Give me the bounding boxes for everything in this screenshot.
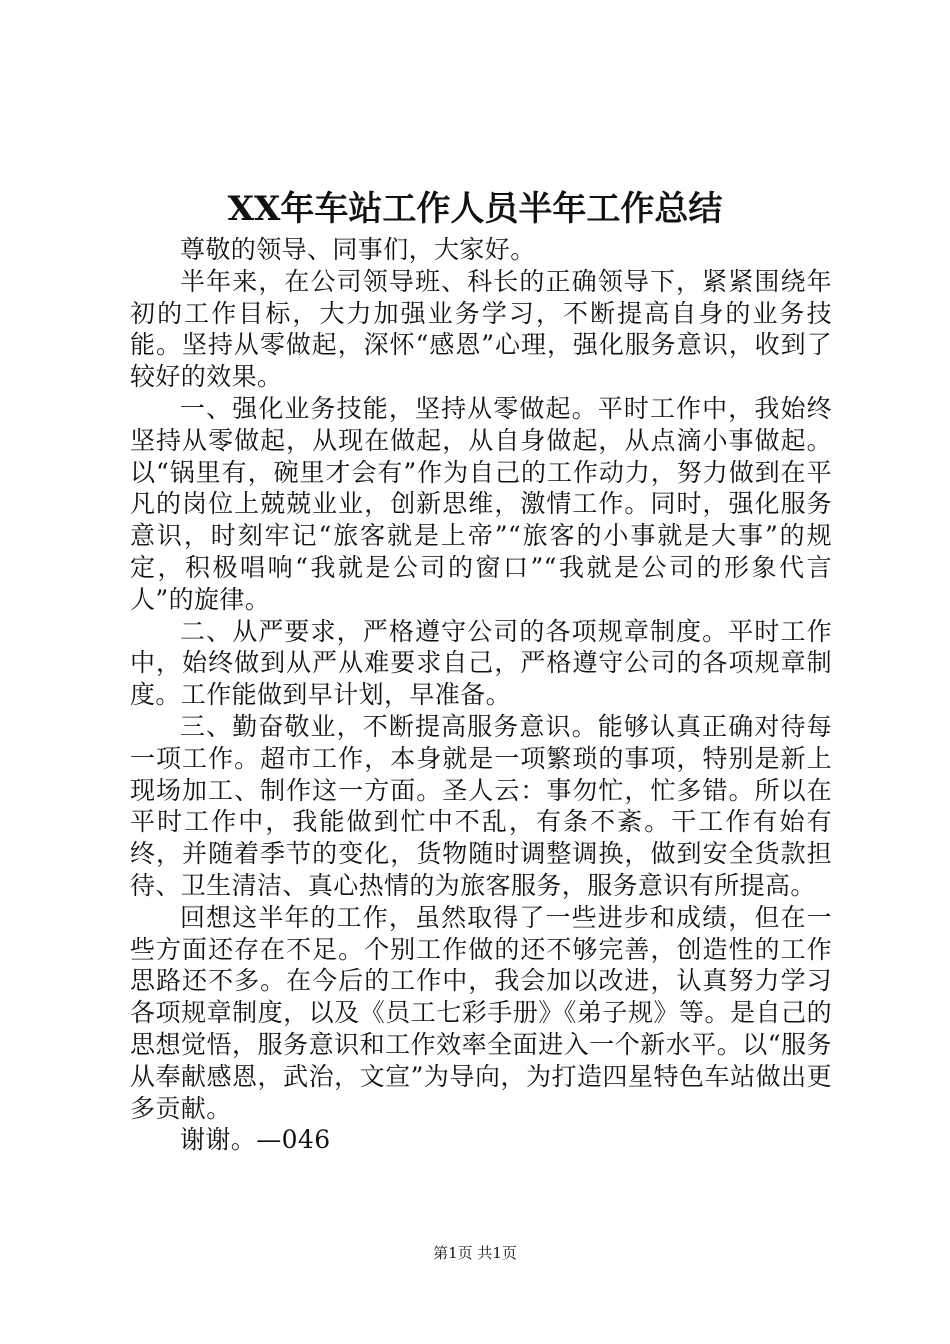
section-three-paragraph: 三、勤奋敬业，不断提高服务意识。能够认真正确对待每一项工作。超市工作，本身就是一项繁琐的事项，特别是新上现场加工、制作这一方面。圣人云：事勿忙，忙多错。所以在平时工作中，我能做到忙中不乱，有条不紊。干工作有始有终，并随着季节的变化，货物随时调整调换，做到安全货款担待、卫生清洁、真心热情的为旅客服务，服务意识有所提高。	[130, 711, 832, 900]
section-one-paragraph: 一、强化业务技能，坚持从零做起。平时工作中，我始终坚持从零做起，从现在做起，从自身做起，从点滴小事做起。以“锅里有，碗里才会有”作为自己的工作动力，努力做到在平凡的岗位上兢兢业业，创新思维，激情工作。同时，强化服务意识，时刻牢记“旅客就是上帝”“旅客的小事就是大事”的规定，积极唱响“我就是公司的窗口”“我就是公司的形象代言人”的旋律。	[130, 393, 832, 614]
section-two-paragraph: 二、从严要求，严格遵守公司的各项规章制度。平时工作中，始终做到从严从难要求自己，严格遵守公司的各项规章制度。工作能做到早计划，早准备。	[130, 616, 832, 710]
document-title: XX年车站工作人员半年工作总结	[227, 189, 723, 229]
page-number-footer: 第1页 共1页	[433, 1244, 517, 1262]
document-body	[130, 234, 832, 1156]
closing-paragraph: 谢谢。—046	[180, 1125, 331, 1155]
greeting-paragraph: 尊敬的领导、同事们，大家好。	[180, 235, 536, 264]
intro-paragraph: 半年来，在公司领导班、科长的正确领导下，紧紧围绕年初的工作目标，大力加强业务学习，不断提高自身的业务技能。坚持从零做起，深怀“感恩”心理，强化服务意识，收到了较好的效果。	[130, 266, 832, 392]
reflection-paragraph: 回想这半年的工作，虽然取得了一些进步和成绩，但在一些方面还存在不足。个别工作做的还不够完善，创造性的工作思路还不多。在今后的工作中，我会加以改进，认真努力学习各项规章制度，以及《员工七彩手册》《弟子规》等。是自己的思想觉悟，服务意识和工作效率全面进入一个新水平。以“服务从奉献感恩，武治，文宣”为导向，为打造四星特色车站做出更多贡献。	[130, 902, 832, 1123]
